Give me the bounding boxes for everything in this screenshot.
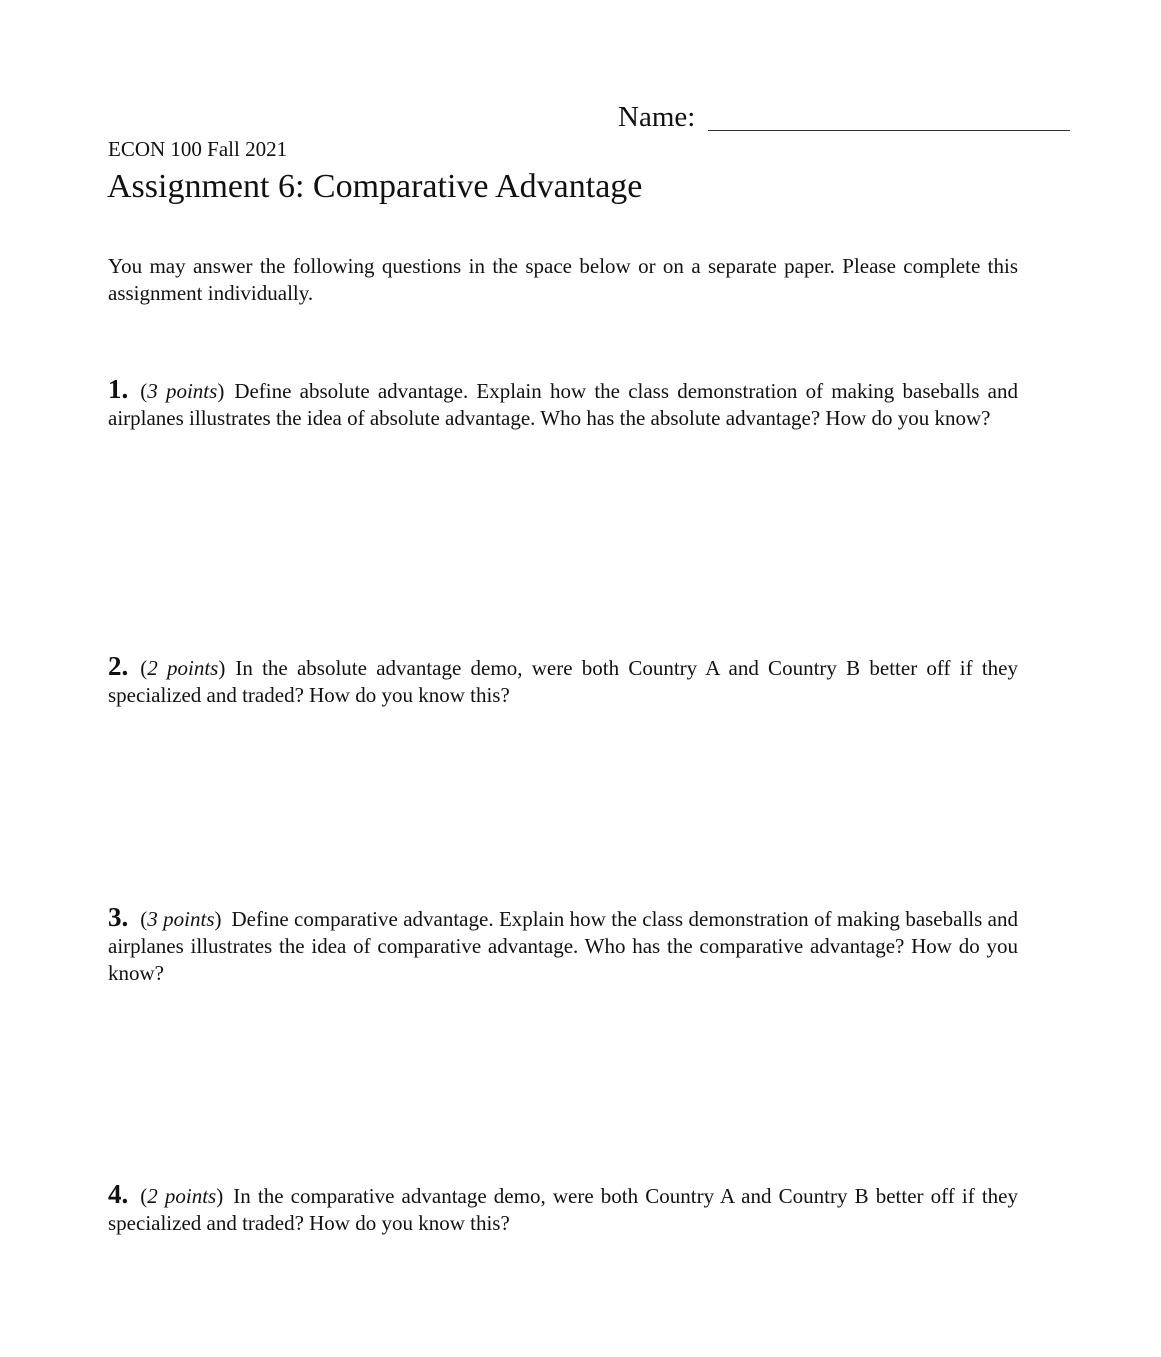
name-underline[interactable] xyxy=(708,130,1070,131)
question-points: (2 points) xyxy=(140,1184,224,1208)
question-text: Define absolute advantage. Explain how the class demonstration of making baseballs and airplanes illustrates the idea of absolute advantage. Who has the absolute advantage? How do you know? xyxy=(108,379,1019,430)
question-points: (3 points) xyxy=(140,907,222,931)
question-text: Define comparative advantage. Explain how the class demonstration of making baseballs and airplanes illustrates the idea of comparative advantage. Who has the comparative advantage? How do you know? xyxy=(108,907,1019,985)
question-4 xyxy=(108,1181,1018,1237)
question-1 xyxy=(108,376,1018,432)
name-field[interactable] xyxy=(618,100,1070,134)
question-number: 3. xyxy=(108,902,129,932)
name-label: Name: xyxy=(618,101,696,133)
instructions: You may answer the following questions in the space below or on a separate paper. Please complete this assignment individually. xyxy=(108,254,1018,305)
assignment-title: Assignment 6: Comparative Advantage xyxy=(107,168,643,205)
question-text: In the comparative advantage demo, were both Country A and Country B better off if they specialized and traded? How do you know this? xyxy=(108,1184,1019,1235)
question-text: In the absolute advantage demo, were both Country A and Country B better off if they specialized and traded? How do you know this? xyxy=(108,656,1019,707)
question-number: 1. xyxy=(108,374,129,404)
question-number: 2. xyxy=(108,651,129,681)
course-label: ECON 100 Fall 2021 xyxy=(108,137,288,161)
question-number: 4. xyxy=(108,1179,129,1209)
question-2 xyxy=(108,653,1018,709)
question-points: (2 points) xyxy=(140,656,226,680)
question-points: (3 points) xyxy=(140,379,225,403)
question-3 xyxy=(108,904,1018,987)
